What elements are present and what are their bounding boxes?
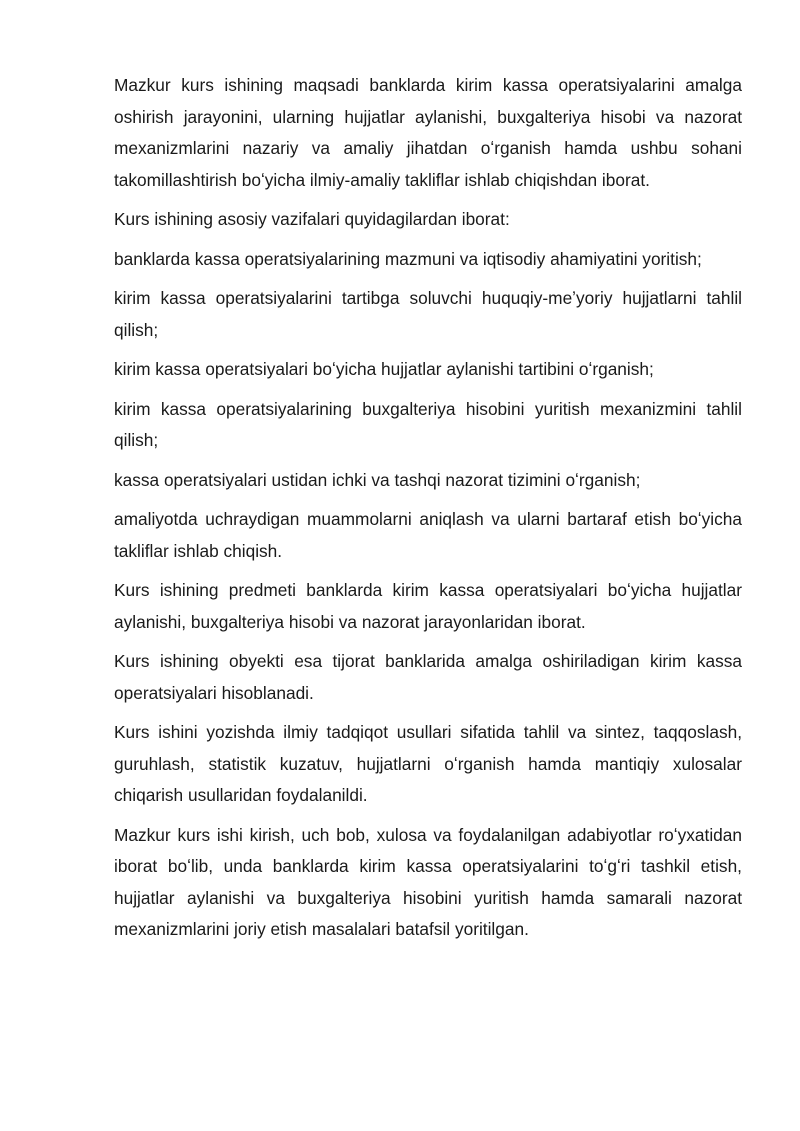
document-page [114, 70, 742, 954]
paragraph-methods: Kurs ishini yozishda ilmiy tadqiqot usullari sifatida tahlil va sintez, taqqoslash, guruhlash, statistik kuzatuv, hujjatlarni oʻrganish hamda mantiqiy xulosalar chiqarish usullaridan foydalanildi. [114, 722, 742, 805]
list-item-task-3: kirim kassa operatsiyalari boʻyicha hujjatlar aylanishi tartibini oʻrganish; [114, 359, 654, 379]
paragraph-structure: Mazkur kurs ishi kirish, uch bob, xulosa va foydalanilgan adabiyotlar roʻyxatidan iborat boʻlib, unda banklarda kirim kassa operatsiyalarini toʻgʻri tashkil etish, hujjatlar aylanishi va buxgalteriya hisobini yuritish hamda samarali nazorat mexanizmlarini joriy etish masalalari batafsil yoritilgan. [114, 824, 742, 939]
list-item-task-4: kirim kassa operatsiyalarining buxgalteriya hisobini yuritish mexanizmini tahlil qilish; [114, 398, 742, 450]
paragraph-subject: Kurs ishining predmeti banklarda kirim kassa operatsiyalari boʻyicha hujjatlar aylanishi, buxgalteriya hisobi va nazorat jarayonlaridan iborat. [114, 580, 742, 632]
paragraph-tasks-intro: Kurs ishining asosiy vazifalari quyidagilardan iborat: [114, 209, 510, 229]
paragraph-goal: Mazkur kurs ishining maqsadi banklarda kirim kassa operatsiyalarini amalga oshirish jarayonini, ularning hujjatlar aylanishi, buxgalteriya hisobi va nazorat mexanizmlarini nazariy va amaliy jihatdan oʻrganish hamda ushbu sohani takomillashtirish boʻyicha ilmiy-amaliy takliflar ishlab chiqishdan iborat. [114, 75, 742, 190]
list-item-task-5: kassa operatsiyalari ustidan ichki va tashqi nazorat tizimini oʻrganish; [114, 469, 641, 490]
list-item-task-1: banklarda kassa operatsiyalarining mazmuni va iqtisodiy ahamiyatini yoritish; [114, 248, 702, 269]
paragraph-object: Kurs ishining obyekti esa tijorat banklarida amalga oshiriladigan kirim kassa operatsiyalari hisoblanadi. [114, 651, 742, 703]
list-item-task-2: kirim kassa operatsiyalarini tartibga soluvchi huquqiy-meʼyoriy hujjatlarni tahlil qilish; [114, 288, 742, 340]
list-item-task-6: amaliyotda uchraydigan muammolarni aniqlash va ularni bartaraf etish boʻyicha takliflar ishlab chiqish. [114, 509, 742, 561]
